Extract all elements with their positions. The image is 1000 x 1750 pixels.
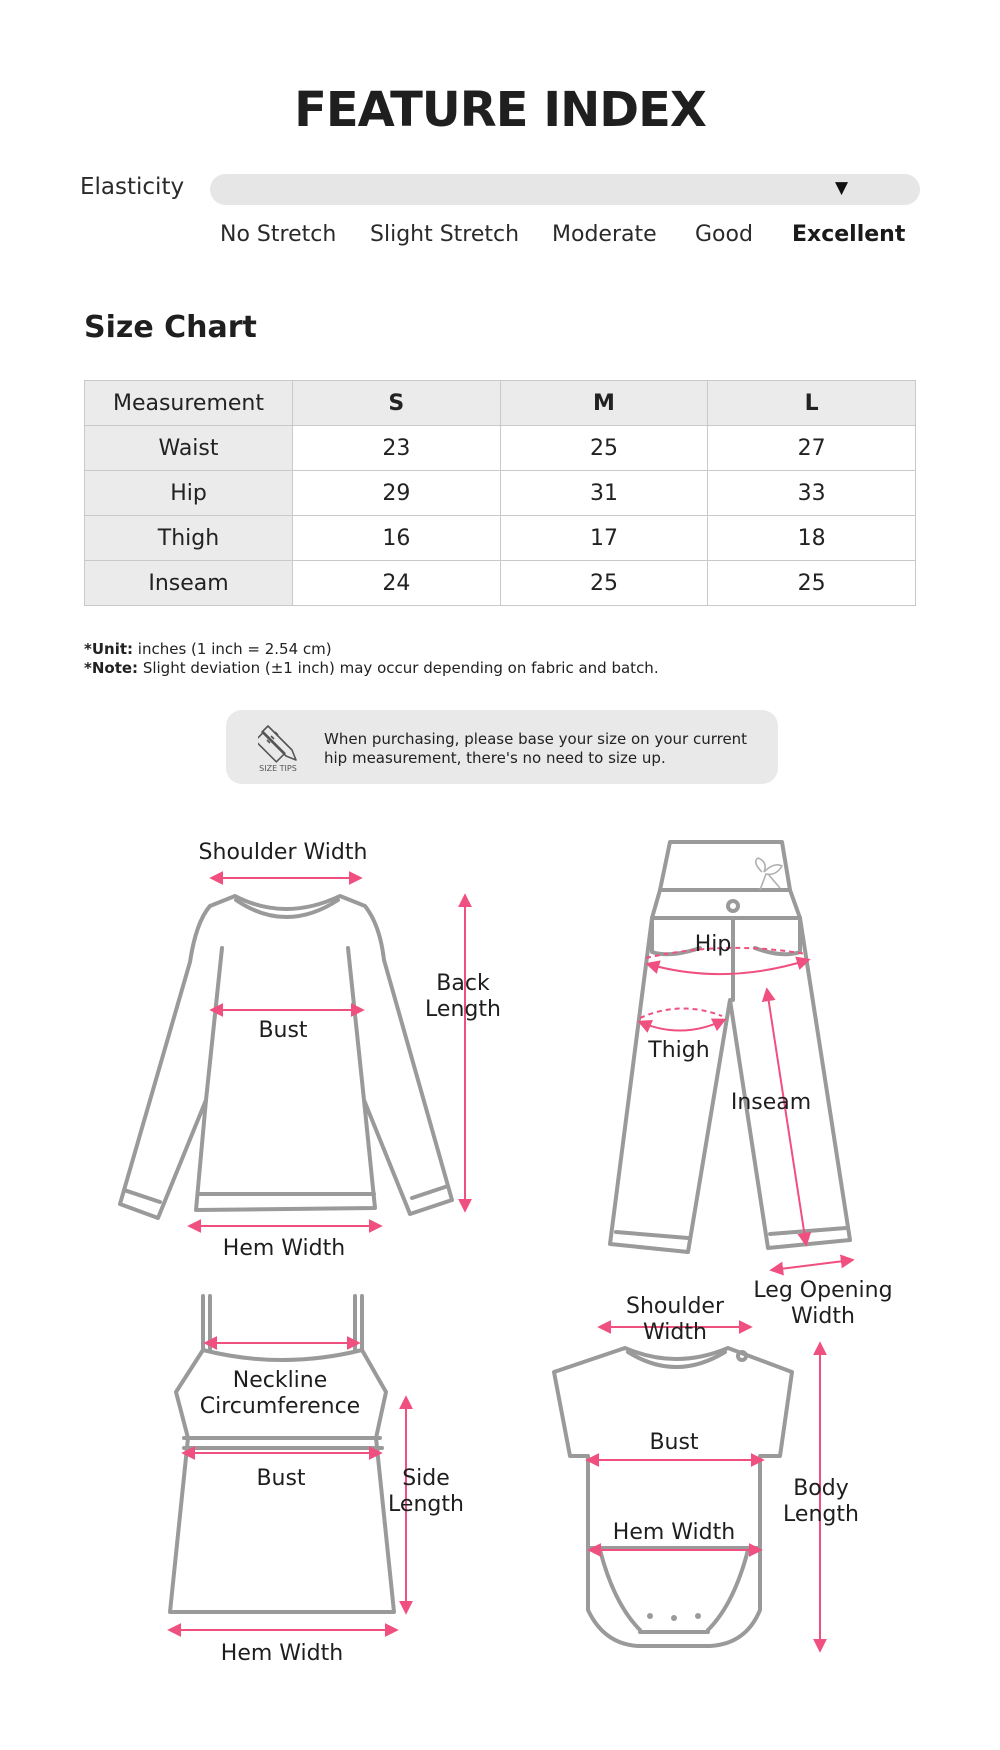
- pants-leg-opening-label-line2: Width: [791, 1304, 855, 1329]
- table-cell: 18: [708, 516, 916, 561]
- header-size-s: S: [293, 381, 501, 426]
- deviation-note-text: Slight deviation (±1 inch) may occur depending on fabric and batch.: [142, 659, 659, 677]
- page-title: FEATURE INDEX: [294, 82, 706, 138]
- table-cell: 31: [500, 471, 708, 516]
- drawstring-bow: [756, 858, 782, 890]
- pants-inseam-label: Inseam: [730, 1090, 812, 1115]
- table-cell: 25: [500, 426, 708, 471]
- pants-hip-label: Hip: [694, 932, 732, 957]
- sweater-hem-width-label: Hem Width: [222, 1236, 346, 1261]
- cami-neckline-label-line2: Circumference: [199, 1394, 361, 1419]
- header-size-l: L: [708, 381, 916, 426]
- bodysuit-hem-width-label: Hem Width: [612, 1520, 736, 1545]
- table-cell: 27: [708, 426, 916, 471]
- table-cell: 16: [293, 516, 501, 561]
- size-tip-text: When purchasing, please base your size on your current hip measurement, there's no need to size up.: [324, 730, 748, 767]
- elasticity-label: Elasticity: [80, 174, 185, 200]
- sweater-measure-arrows: [190, 878, 465, 1226]
- pants-leg-opening-label-line1: Leg Opening: [753, 1278, 893, 1303]
- bodysuit-illustration: [554, 1348, 792, 1646]
- elasticity-option-slight-stretch: Slight Stretch: [370, 222, 520, 247]
- bodysuit-body-length-label-line1: Body: [793, 1476, 849, 1501]
- elasticity-option-good: Good: [695, 222, 753, 247]
- header-size-m: M: [500, 381, 708, 426]
- cami-neckline-label-line1: Neckline: [232, 1368, 328, 1393]
- row-label: Inseam: [85, 561, 293, 606]
- cami-side-length-label-line2: Length: [388, 1492, 464, 1517]
- elasticity-option-no-stretch: No Stretch: [220, 222, 337, 247]
- cami-hem-width-label: Hem Width: [220, 1641, 344, 1666]
- row-label: Hip: [85, 471, 293, 516]
- elasticity-option-excellent: Excellent: [792, 222, 906, 247]
- bodysuit-snaps: [647, 1613, 701, 1621]
- table-cell: 24: [293, 561, 501, 606]
- table-cell: 33: [708, 471, 916, 516]
- bodysuit-bust-label: Bust: [649, 1430, 699, 1455]
- elasticity-marker-icon: ▼: [835, 178, 849, 198]
- unit-note-text: inches (1 inch = 2.54 cm): [137, 640, 332, 658]
- table-cell: 23: [293, 426, 501, 471]
- cami-side-length-label-line1: Side: [402, 1466, 450, 1491]
- table-cell: 25: [708, 561, 916, 606]
- sweater-back-length-label-line2: Length: [425, 997, 501, 1022]
- bodysuit-shoulder-width-label-line1: Shoulder: [626, 1294, 724, 1319]
- unit-note-label: *Unit:: [84, 640, 134, 658]
- table-cell: 17: [500, 516, 708, 561]
- row-label: Thigh: [85, 516, 293, 561]
- sweater-illustration: [120, 896, 452, 1218]
- pants-thigh-label: Thigh: [648, 1038, 710, 1063]
- deviation-note-label: *Note:: [84, 659, 139, 677]
- elasticity-option-moderate: Moderate: [552, 222, 657, 247]
- cami-bust-label: Bust: [256, 1466, 306, 1491]
- sweater-bust-label: Bust: [258, 1018, 308, 1043]
- header-measurement: Measurement: [85, 381, 293, 426]
- row-label: Waist: [85, 426, 293, 471]
- size-chart-title: Size Chart: [84, 310, 257, 345]
- sweater-shoulder-width-label: Shoulder Width: [198, 840, 368, 865]
- table-cell: 29: [293, 471, 501, 516]
- size-tips-icon-label: SIZE TIPS: [259, 764, 297, 773]
- bodysuit-body-length-label-line2: Length: [783, 1502, 859, 1527]
- bodysuit-shoulder-width-label-line2: Width: [643, 1320, 707, 1345]
- sweater-back-length-label-line1: Back: [436, 971, 490, 996]
- table-cell: 25: [500, 561, 708, 606]
